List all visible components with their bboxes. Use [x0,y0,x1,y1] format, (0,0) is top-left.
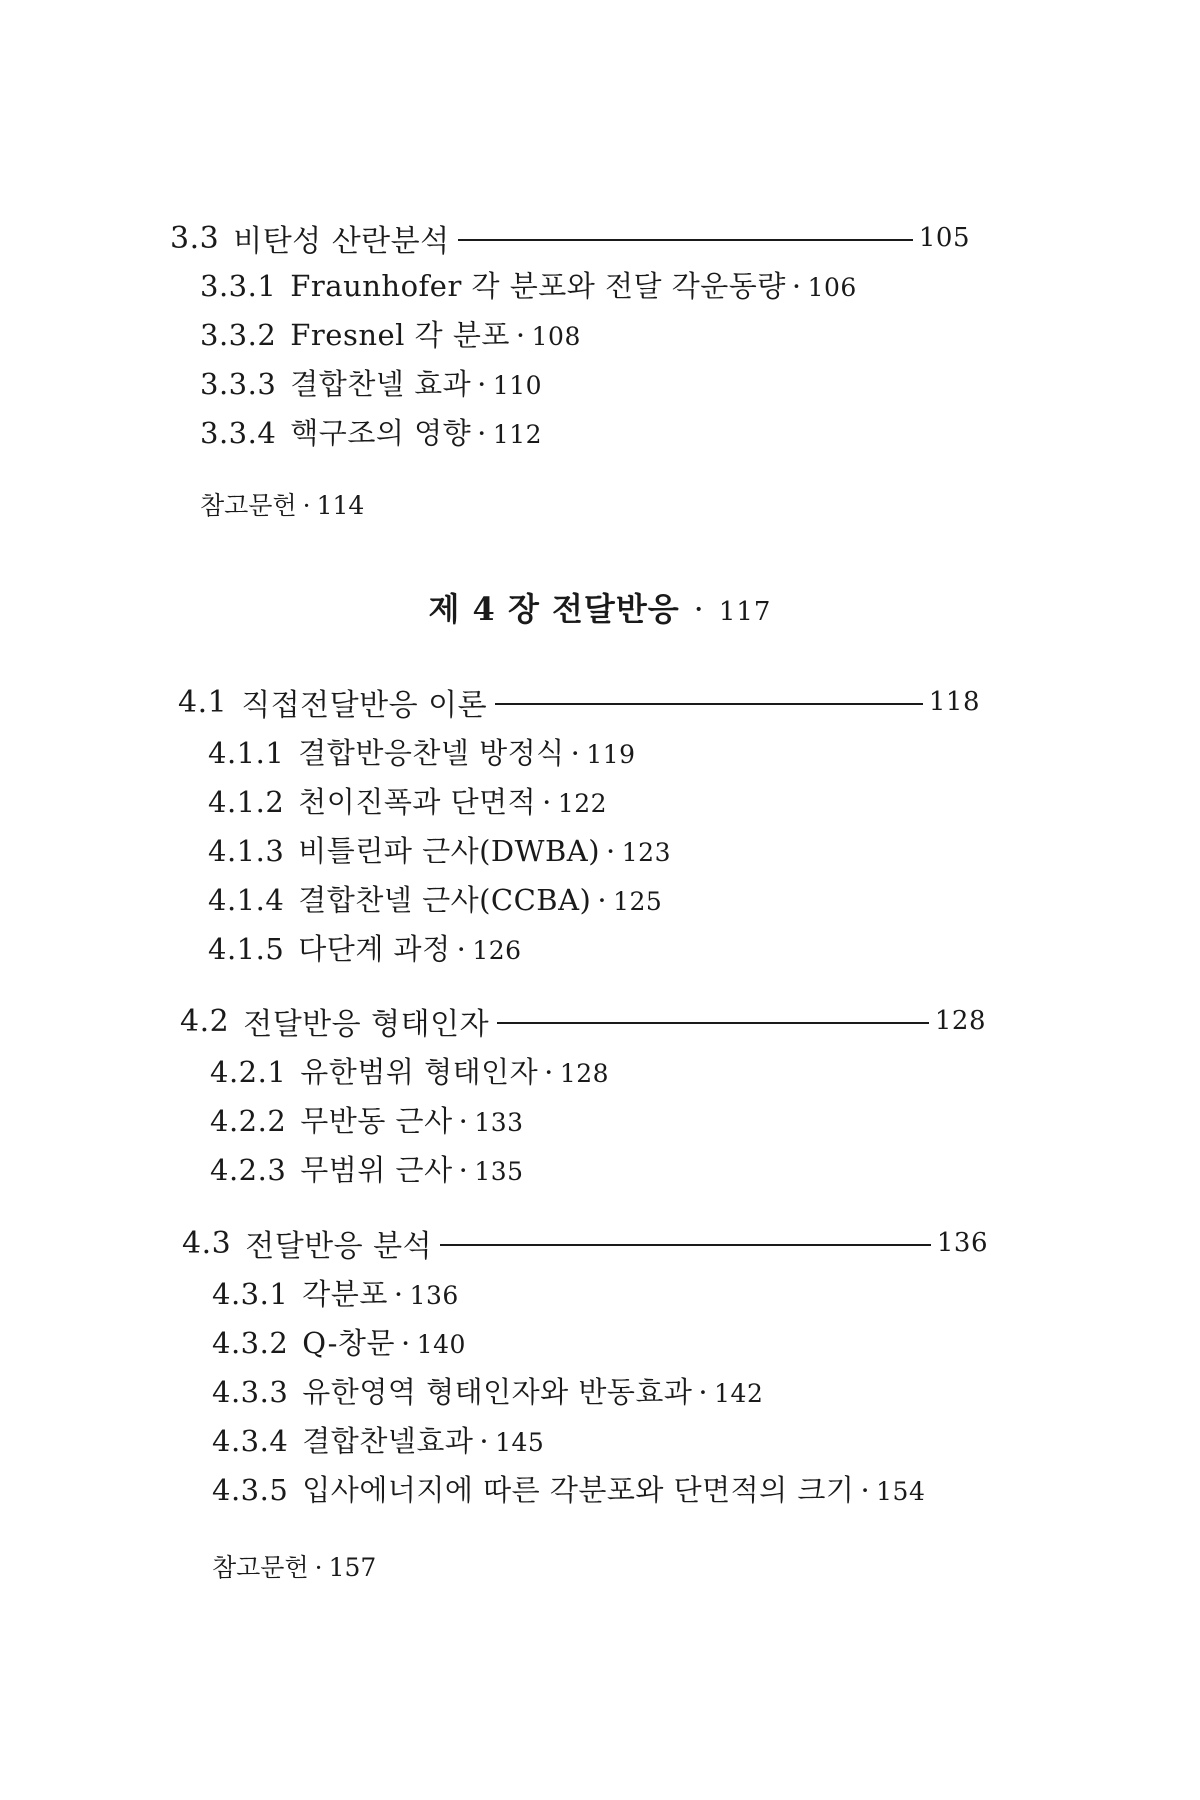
item-title: 결합찬넬 근사(CCBA) [298,883,592,917]
toc-item-3-3-3 [200,362,542,403]
toc-item-3-3-4 [200,411,542,452]
section-title: 전달반응 형태인자 [243,1007,490,1042]
dot-separator: · [791,269,802,303]
item-title: 핵구조의 영향 [290,416,472,450]
leader-line [495,703,923,705]
item-page: 123 [621,838,671,867]
toc-item-4-1-1 [208,731,636,772]
item-number: 4.3.4 [212,1424,289,1458]
item-page: 128 [559,1059,610,1088]
section-number: 3.3 [170,220,220,256]
dot-separator: · [302,491,311,520]
item-number: 4.2.2 [210,1104,287,1138]
item-title: 유한영역 형태인자와 반동효과 [302,1375,693,1409]
dot-separator: · [479,1424,490,1458]
item-number: 3.3.1 [200,269,277,303]
references-3 [200,486,364,522]
item-number: 4.1.5 [208,932,285,966]
toc-item-4-2-1 [210,1050,609,1091]
toc-item-3-3-1 [200,264,857,305]
item-number: 4.2.3 [210,1153,287,1187]
item-title: 결합찬넬효과 [302,1424,474,1458]
dot-separator: · [458,1153,469,1187]
section-number: 4.1 [178,684,228,720]
item-page: 119 [586,740,636,769]
item-page: 122 [557,789,608,818]
item-title: Fraunhofer 각 분포와 전달 각운동량 [290,269,786,303]
dot-separator: · [314,1553,323,1582]
item-title: 유한범위 형태인자 [300,1055,539,1089]
section-page: 136 [936,1228,988,1258]
item-title: 천이진폭과 단면적 [298,785,537,819]
dot-separator: · [393,1277,404,1311]
section-title: 비탄성 산란분석 [233,224,450,259]
item-page: 133 [474,1108,524,1137]
dot-separator: · [456,932,467,966]
dot-separator: · [606,834,616,868]
toc-item-4-2-2 [210,1099,524,1140]
item-number: 4.2.1 [210,1055,287,1089]
item-title: Fresnel 각 분포 [290,318,510,352]
dot-separator: · [860,1473,871,1507]
toc-item-4-3-2 [212,1321,466,1362]
item-number: 4.3.1 [212,1277,289,1311]
section-number: 4.3 [182,1225,232,1261]
toc-item-3-3-2 [200,313,581,354]
dot-separator: · [542,785,552,819]
references-label: 참고문헌 [212,1553,309,1582]
item-title: 입사에너지에 따른 각분포와 단면적의 크기 [302,1473,855,1507]
toc-item-4-3-1 [212,1272,459,1313]
leader-line [440,1244,931,1246]
toc-item-4-1-2 [208,780,607,821]
item-number: 4.1.3 [208,834,285,868]
toc-item-4-1-4 [208,878,662,919]
section-page: 118 [928,687,980,717]
chapter-4-heading [0,584,1200,630]
item-title: 무반동 근사 [300,1104,453,1138]
chapter-page: 117 [718,597,772,627]
dot-separator: · [477,416,487,450]
item-page: 108 [531,322,581,351]
references-page: 114 [316,491,365,520]
section-number: 4.2 [180,1003,230,1039]
item-page: 110 [492,371,543,400]
item-number: 3.3.2 [200,318,277,352]
item-title: 다단계 과정 [298,932,451,966]
toc-section-3-3 [170,216,970,260]
dot-separator: · [477,367,487,401]
dot-separator: · [698,1375,709,1409]
toc-section-4-1 [178,680,980,724]
toc-item-4-1-5 [208,927,522,968]
toc-item-4-3-4 [212,1419,544,1460]
dot-separator: · [693,590,705,628]
dot-separator: · [597,883,608,917]
dot-separator: · [515,318,526,352]
item-page: 106 [807,273,857,302]
item-page: 125 [613,887,663,916]
dot-separator: · [400,1326,411,1360]
toc-item-4-3-3 [212,1370,763,1411]
item-title: 결합찬넬 효과 [290,367,472,401]
dot-separator: · [544,1055,554,1089]
chapter-title: 제 4 장 전달반응 [428,590,680,628]
toc-item-4-3-5 [212,1468,925,1509]
leader-line [497,1022,929,1024]
section-page: 128 [934,1006,986,1036]
leader-line [458,239,913,241]
section-page: 105 [918,223,970,253]
section-title: 전달반응 분석 [245,1229,433,1264]
item-number: 4.1.4 [208,883,285,917]
item-number: 3.3.3 [200,367,277,401]
references-page: 157 [328,1553,377,1582]
item-page: 135 [474,1157,524,1186]
item-page: 136 [409,1281,459,1310]
item-page: 142 [714,1379,764,1408]
item-title: 무범위 근사 [300,1153,453,1187]
item-number: 4.3.2 [212,1326,289,1360]
references-label: 참고문헌 [200,491,297,520]
references-4 [212,1548,376,1584]
toc-section-4-2 [180,999,986,1043]
item-title: 결합반응찬넬 방정식 [298,736,565,770]
section-title: 직접전달반응 이론 [241,688,488,723]
dot-separator: · [570,736,581,770]
item-number: 3.3.4 [200,416,277,450]
item-page: 154 [876,1477,926,1506]
toc-item-4-1-3 [208,829,671,870]
item-number: 4.3.5 [212,1473,289,1507]
toc-section-4-3 [182,1221,988,1265]
item-title: Q-창문 [302,1326,395,1360]
item-page: 145 [495,1428,545,1457]
item-page: 126 [472,936,522,965]
toc-item-4-2-3 [210,1148,524,1189]
item-title: 비틀린파 근사(DWBA) [298,834,601,868]
item-page: 112 [492,420,543,449]
item-number: 4.1.2 [208,785,285,819]
item-number: 4.3.3 [212,1375,289,1409]
item-page: 140 [416,1330,466,1359]
dot-separator: · [458,1104,469,1138]
item-title: 각분포 [302,1277,388,1311]
item-number: 4.1.1 [208,736,285,770]
